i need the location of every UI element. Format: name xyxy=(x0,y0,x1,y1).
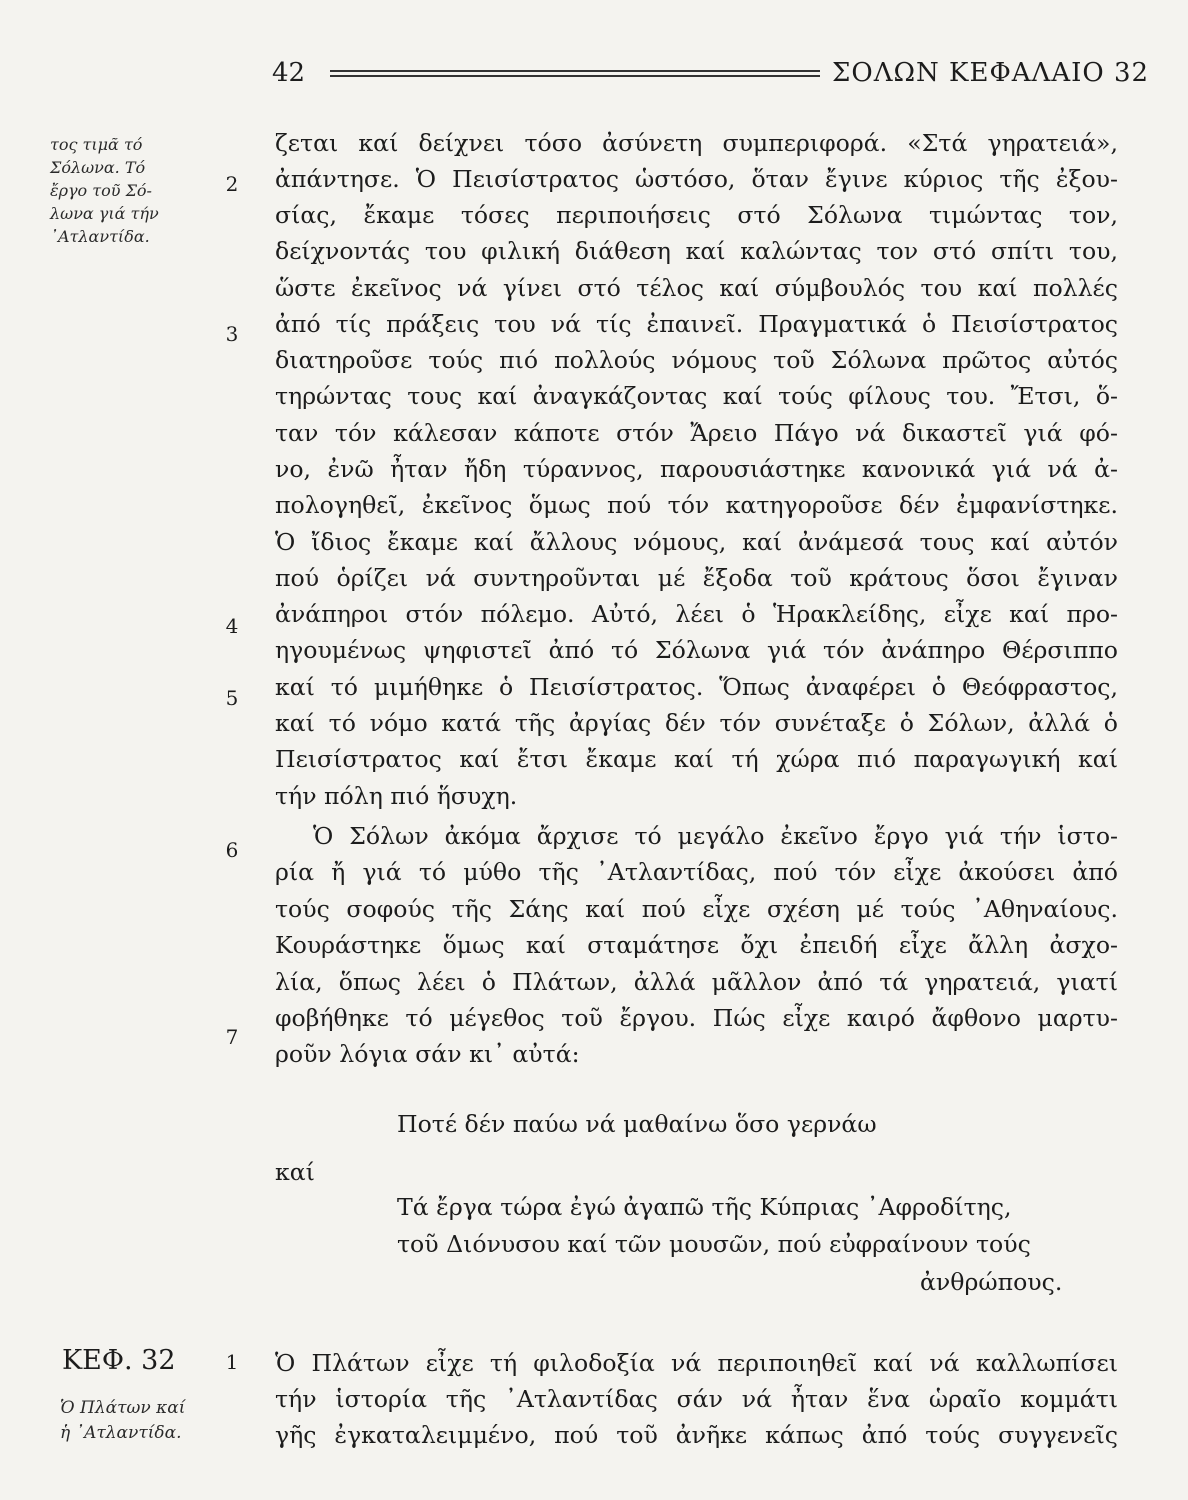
section-number: 6 xyxy=(225,838,239,862)
body-line: καί τό νόμο κατά τῆς ἀργίας δέν τόν συνέταξε ὁ Σόλων, ἀλλά ὁ xyxy=(275,709,1118,737)
section-number: 7 xyxy=(225,1025,239,1049)
header-rule xyxy=(330,70,820,77)
margin-note-line: ἔργο τοῦ Σό- xyxy=(50,181,152,200)
body-line: γῆς ἐγκαταλειμμένο, πού τοῦ ἀνῆκε κάπως ἀπό τούς συγγενεῖς xyxy=(275,1421,1118,1449)
body-line: ροῦν λόγια σάν κι᾿ αὐτά: xyxy=(275,1040,580,1068)
margin-note-line: τος τιμᾶ τό xyxy=(50,135,143,154)
margin-note-line: Ὁ Πλάτων καί xyxy=(60,1398,186,1418)
body-line: ζεται καί δείχνει τόσο ἀσύνετη συμπεριφορά. «Στά γηρατειά», xyxy=(275,129,1118,157)
body-line: Κουράστηκε ὅμως καί σταμάτησε ὄχι ἐπειδή εἶχε ἄλλη ἀσχο- xyxy=(275,931,1118,959)
body-line: λία, ὅπως λέει ὁ Πλάτων, ἀλλά μᾶλλον ἀπό τά γηρατειά, γιατί xyxy=(275,968,1118,996)
body-line: Πεισίστρατος καί ἔτσι ἔκαμε καί τή χώρα πιό παραγωγική καί xyxy=(275,745,1118,773)
chapter-label: ΚΕΦ. 32 xyxy=(62,1345,176,1376)
section-number: 1 xyxy=(225,1350,239,1374)
body-line: ἀνάπηροι στόν πόλεμο. Αὐτό, λέει ὁ Ἡρακλείδης, εἶχε καί προ- xyxy=(275,600,1118,628)
margin-note-line: λωνα γιά τήν xyxy=(50,204,159,223)
chapter-margin-note xyxy=(60,1396,220,1446)
margin-note-line: ἡ ᾿Ατλαντίδα. xyxy=(60,1423,182,1443)
body-line: Ὁ Σόλων ἀκόμα ἄρχισε τό μεγάλο ἐκεῖνο ἔργο γιά τήν ἱστο- xyxy=(313,822,1118,850)
verse-line: ἀνθρώπους. xyxy=(920,1268,1063,1296)
body-line: σίας, ἔκαμε τόσες περιποιήσεις στό Σόλωνα τιμώντας τον, xyxy=(275,201,1118,229)
body-line: ἀπό τίς πράξεις του νά τίς ἐπαινεῖ. Πραγματικά ὁ Πεισίστρατος xyxy=(275,310,1118,338)
body-line: φοβήθηκε τό μέγεθος τοῦ ἔργου. Πώς εἶχε καιρό ἄφθονο μαρτυ- xyxy=(275,1004,1118,1032)
verse-line: Τά ἔργα τώρα ἐγώ ἀγαπῶ τῆς Κύπριας ᾿Αφροδίτης, xyxy=(397,1193,1012,1221)
body-line: τηρώντας τους καί ἀναγκάζοντας καί τούς φίλους του. Ἔτσι, ὅ- xyxy=(275,382,1118,410)
margin-note-line: Σόλωνα. Τό xyxy=(50,158,146,177)
body-line: ρία ἤ γιά τό μύθο τῆς ᾿Ατλαντίδας, πού τόν εἶχε ἀκούσει ἀπό xyxy=(275,858,1118,886)
section-number: 2 xyxy=(225,172,239,196)
section-number: 3 xyxy=(225,322,239,346)
body-line: ὥστε ἐκεῖνος νά γίνει στό τέλος καί σύμβουλός του καί πολλές xyxy=(275,274,1118,302)
verse-line: τοῦ Διόνυσου καί τῶν μουσῶν, πού εὐφραίνουν τούς xyxy=(397,1230,1031,1258)
body-line: ηγουμένως ψηφιστεῖ ἀπό τό Σόλωνα γιά τόν ἀνάπηρο Θέρσιππο xyxy=(275,636,1118,664)
body-line: Ὁ ἴδιος ἔκαμε καί ἄλλους νόμους, καί ἀνάμεσά τους καί αὐτόν xyxy=(275,528,1118,556)
body-line: πού ὁρίζει νά συντηροῦνται μέ ἔξοδα τοῦ κράτους ὅσοι ἔγιναν xyxy=(275,564,1118,592)
body-line: καί τό μιμήθηκε ὁ Πεισίστρατος. Ὅπως ἀναφέρει ὁ Θεόφραστος, xyxy=(275,673,1118,701)
body-line: τήν ἱστορία τῆς ᾿Ατλαντίδας σάν νά ἦταν ἕνα ὡραῖο κομμάτι xyxy=(275,1385,1118,1413)
section-number: 5 xyxy=(225,686,239,710)
body-line: διατηροῦσε τούς πιό πολλούς νόμους τοῦ Σόλωνα πρῶτος αὐτός xyxy=(275,346,1118,374)
verse-connector: καί xyxy=(275,1158,315,1186)
body-line: Ὁ Πλάτων εἶχε τή φιλοδοξία νά περιποιηθεῖ καί νά καλλωπίσει xyxy=(275,1349,1118,1377)
page-number: 42 xyxy=(272,58,306,88)
body-line: ἀπάντησε. Ὁ Πεισίστρατος ὡστόσο, ὅταν ἔγινε κύριος τῆς ἐξου- xyxy=(275,165,1118,193)
body-line: ταν τόν κάλεσαν κάποτε στόν Ἄρειο Πάγο νά δικαστεῖ γιά φό- xyxy=(275,419,1118,447)
section-number: 4 xyxy=(225,614,239,638)
margin-note-line: ᾿Ατλαντίδα. xyxy=(50,227,150,246)
body-line: πολογηθεῖ, ἐκεῖνος ὅμως πού τόν κατηγοροῦσε δέν ἐμφανίστηκε. xyxy=(275,491,1118,519)
running-head: ΣΟΛΩΝ ΚΕΦΑΛΑΙΟ 32 xyxy=(832,58,1150,88)
body-line: νο, ἐνῶ ἦταν ἤδη τύραννος, παρουσιάστηκε κανονικά γιά νά ἀ- xyxy=(275,455,1118,483)
body-line: τήν πόλη πιό ἥσυχη. xyxy=(275,782,518,810)
verse-line: Ποτέ δέν παύω νά μαθαίνω ὅσο γερνάω xyxy=(397,1110,877,1138)
body-line: τούς σοφούς τῆς Σάης καί πού εἶχε σχέση μέ τούς ᾿Αθηναίους. xyxy=(275,895,1118,923)
body-line: δείχνοντάς του φιλική διάθεση καί καλώντας τον στό σπίτι του, xyxy=(275,237,1118,265)
margin-note xyxy=(50,133,190,248)
